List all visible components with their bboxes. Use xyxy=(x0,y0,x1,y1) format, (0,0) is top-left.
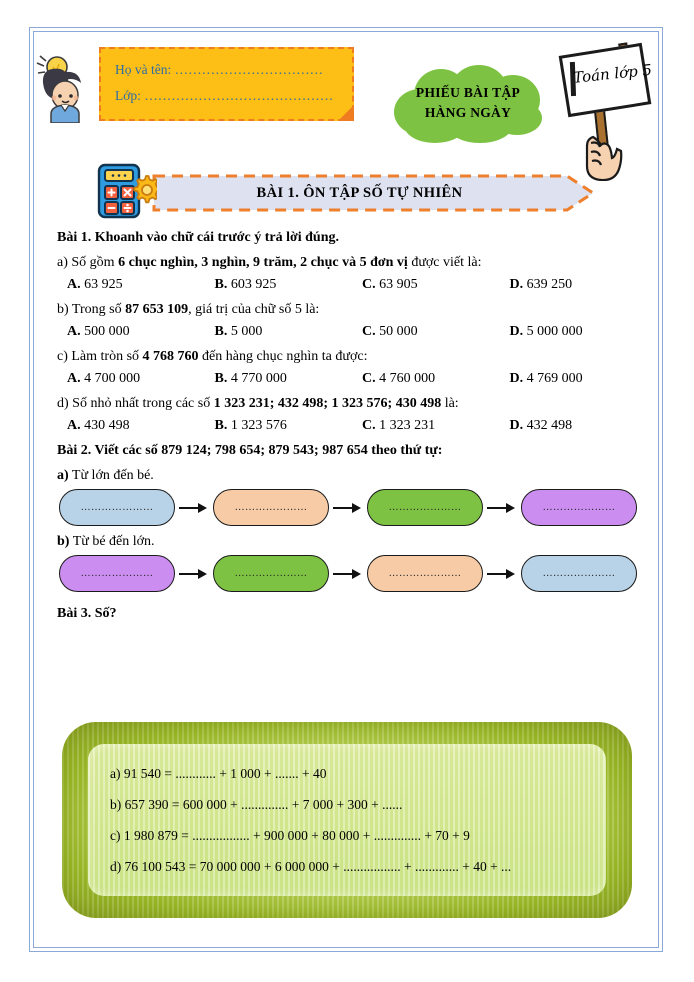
option-letter: C. xyxy=(362,324,376,339)
section-banner-row xyxy=(95,163,595,221)
option-text: 603 925 xyxy=(230,277,277,292)
answer-pill-a2[interactable]: ………………… xyxy=(213,489,329,526)
calculator-gear-icon xyxy=(95,163,157,219)
student-info-box[interactable] xyxy=(99,47,354,121)
option-d3[interactable] xyxy=(362,418,510,434)
question-b-options xyxy=(57,324,657,340)
option-d1[interactable] xyxy=(67,418,215,434)
exercise2-part-a-label xyxy=(57,468,657,484)
option-text: 5 000 000 xyxy=(526,324,583,339)
option-b2[interactable] xyxy=(215,324,363,340)
option-letter: A. xyxy=(67,324,81,339)
question-c-stem xyxy=(57,349,657,365)
question-a-stem xyxy=(57,255,657,271)
stem-suffix: là: xyxy=(441,396,459,411)
exercise3-line-b[interactable]: b) 657 390 = 600 000 + .............. + 7 000 + 300 + ...... xyxy=(110,797,403,812)
option-text: 4 760 000 xyxy=(379,371,436,386)
option-d4[interactable] xyxy=(510,418,658,434)
question-c-options xyxy=(57,371,657,387)
option-text: 1 323 576 xyxy=(230,418,287,433)
exercise1-heading: Bài 1. Khoanh vào chữ cái trước ý trả lời đúng. xyxy=(57,230,339,245)
part-letter: b) xyxy=(57,534,70,549)
exercise2-part-b-label xyxy=(57,534,657,550)
option-letter: D. xyxy=(509,418,524,433)
option-b1[interactable] xyxy=(67,324,215,340)
option-text: 5 000 xyxy=(230,324,263,339)
option-letter: C. xyxy=(362,418,376,433)
option-letter: B. xyxy=(214,418,228,433)
worksheet-badge xyxy=(388,65,548,143)
stem-bold: 6 chục nghìn, 3 nghìn, 9 trăm, 2 chục và 5 đơn vị xyxy=(118,255,408,270)
flow-row-b xyxy=(57,555,657,592)
option-text: 4 769 000 xyxy=(526,371,583,386)
option-text: 50 000 xyxy=(379,324,418,339)
option-text: 432 498 xyxy=(526,418,573,433)
option-letter: D. xyxy=(509,324,524,339)
option-d2[interactable] xyxy=(215,418,363,434)
option-text: 4 770 000 xyxy=(230,371,287,386)
stem-suffix: được viết là: xyxy=(407,255,482,270)
badge-text xyxy=(388,83,548,123)
stem-prefix: a) Số gồm xyxy=(57,255,119,270)
sign-text: Toán lớp 5 xyxy=(572,60,653,87)
option-text: 1 323 231 xyxy=(379,418,436,433)
answer-pill-b1[interactable]: ………………… xyxy=(59,555,175,592)
option-a3[interactable] xyxy=(362,277,510,293)
arrow-icon xyxy=(175,502,213,514)
stem-suffix: , giá trị của chữ số 5 là: xyxy=(188,302,320,317)
class-field[interactable]: Lớp: …………………………………… xyxy=(115,88,334,103)
exercise3-panel-inner xyxy=(88,744,606,896)
option-letter: A. xyxy=(67,418,81,433)
option-b4[interactable] xyxy=(510,324,658,340)
question-a-options xyxy=(57,277,657,293)
option-text: 63 905 xyxy=(379,277,418,292)
part-text: Từ lớn đến bé. xyxy=(68,468,154,483)
arrow-icon xyxy=(329,502,367,514)
option-text: 4 700 000 xyxy=(84,371,141,386)
stem-prefix: c) Làm tròn số xyxy=(57,349,143,364)
stem-bold: 4 768 760 xyxy=(142,349,199,364)
answer-pill-b3[interactable]: ………………… xyxy=(367,555,483,592)
option-letter: B. xyxy=(214,277,228,292)
question-b-stem xyxy=(57,302,657,318)
badge-subtitle: HÀNG NGÀY xyxy=(424,105,512,120)
question-d-options xyxy=(57,418,657,434)
question-d-stem xyxy=(57,396,657,412)
flow-row-a xyxy=(57,489,657,526)
arrow-icon xyxy=(483,568,521,580)
option-letter: B. xyxy=(214,324,228,339)
section-title: BÀI 1. ÔN TẬP SỐ TỰ NHIÊN xyxy=(256,185,463,201)
exercise3-panel xyxy=(62,722,632,918)
option-letter: D. xyxy=(509,371,524,386)
stem-bold: 1 323 231; 432 498; 1 323 576; 430 498 xyxy=(213,396,442,411)
answer-pill-b2[interactable]: ………………… xyxy=(213,555,329,592)
worksheet-header xyxy=(33,33,658,168)
option-a4[interactable] xyxy=(510,277,658,293)
option-text: 430 498 xyxy=(84,418,130,433)
section-banner xyxy=(152,174,595,212)
badge-title: PHIẾU BÀI TẬP xyxy=(415,85,521,100)
arrow-icon xyxy=(329,568,367,580)
option-a1[interactable] xyxy=(67,277,215,293)
exercise3-line-a[interactable]: a) 91 540 = ............ + 1 000 + ....... + 40 xyxy=(110,766,327,781)
option-c4[interactable] xyxy=(510,371,658,387)
stem-prefix: b) Trong số xyxy=(57,302,126,317)
option-letter: B. xyxy=(214,371,228,386)
answer-pill-b4[interactable]: ………………… xyxy=(521,555,637,592)
option-text: 63 925 xyxy=(84,277,123,292)
answer-pill-a4[interactable]: ………………… xyxy=(521,489,637,526)
exercise3-line-c[interactable]: c) 1 980 879 = ................. + 900 000 + 80 000 + .............. + 70 + 9 xyxy=(110,828,470,843)
option-b3[interactable] xyxy=(362,324,510,340)
stem-bold: 87 653 109 xyxy=(125,302,189,317)
option-c2[interactable] xyxy=(215,371,363,387)
sign-board xyxy=(559,43,652,117)
option-letter: C. xyxy=(362,371,376,386)
option-letter: A. xyxy=(67,371,81,386)
hand-sign xyxy=(557,41,657,181)
part-letter: a) xyxy=(57,468,69,483)
option-c1[interactable] xyxy=(67,371,215,387)
option-a2[interactable] xyxy=(215,277,363,293)
option-text: 500 000 xyxy=(84,324,130,339)
corner-fold xyxy=(338,105,354,121)
option-c3[interactable] xyxy=(362,371,510,387)
exercise3-heading: Bài 3. Số? xyxy=(57,606,117,621)
stem-prefix: d) Số nhỏ nhất trong các số xyxy=(57,396,214,411)
option-letter: D. xyxy=(509,277,524,292)
stem-suffix: đến hàng chục nghìn ta được: xyxy=(198,349,368,364)
worksheet-body xyxy=(57,230,657,631)
answer-pill-a1[interactable]: ………………… xyxy=(59,489,175,526)
student-idea-icon xyxy=(33,51,95,123)
name-field[interactable]: Họ và tên: …………………………… xyxy=(115,62,324,77)
option-text: 639 250 xyxy=(526,277,573,292)
exercise2-heading: Bài 2. Viết các số 879 124; 798 654; 879 543; 987 654 theo thứ tự: xyxy=(57,443,443,458)
option-letter: C. xyxy=(362,277,376,292)
option-letter: A. xyxy=(67,277,81,292)
answer-pill-a3[interactable]: ………………… xyxy=(367,489,483,526)
arrow-icon xyxy=(175,568,213,580)
arrow-icon xyxy=(483,502,521,514)
exercise3-line-d[interactable]: d) 76 100 543 = 70 000 000 + 6 000 000 + ................. + ............. + 40 + ... xyxy=(110,859,512,874)
part-text: Từ bé đến lớn. xyxy=(69,534,155,549)
